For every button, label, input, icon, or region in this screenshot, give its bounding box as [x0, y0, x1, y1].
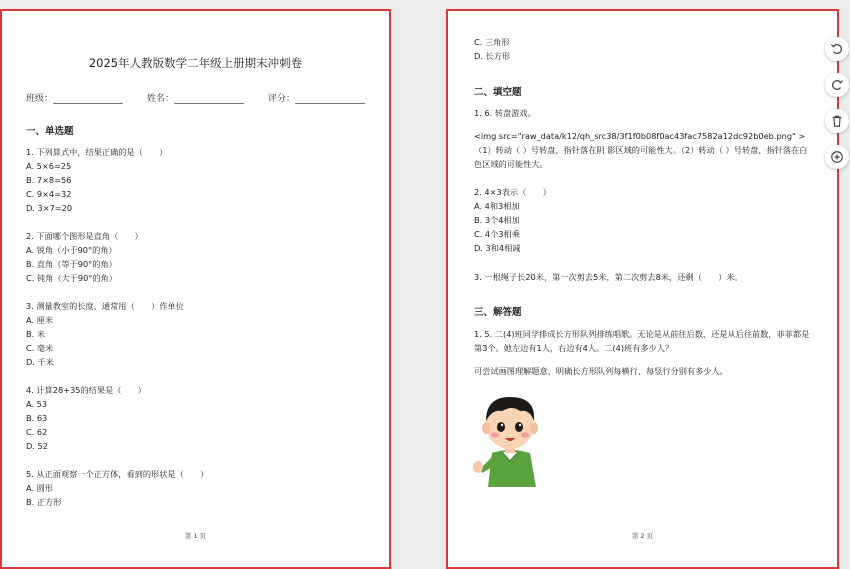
- option: D. 千米: [26, 357, 54, 367]
- question-stem: 3. 测量教室的长度，通常用（ ）作单位: [26, 301, 184, 311]
- option: D. 长方形: [474, 51, 511, 61]
- option: B. 3个4相加: [474, 215, 520, 225]
- name-blank: [174, 94, 244, 104]
- section-heading-fill-blank: 二、填空题: [474, 87, 522, 98]
- page-toolbar: [825, 37, 849, 181]
- option: B. 直角（等于90°的角）: [26, 259, 117, 269]
- fill-question-3: 3. 一根绳子长20米，第一次剪去5米，第二次剪去8米，还剩（ ）米。: [474, 272, 743, 282]
- option: B. 7×8=56: [26, 175, 72, 185]
- question-5: [26, 467, 369, 509]
- option: C. 毫米: [26, 343, 54, 353]
- option: B. 米: [26, 329, 46, 339]
- rotate-right-button[interactable]: [825, 73, 849, 97]
- option: B. 正方形: [26, 497, 62, 507]
- question-stem: 5. 从正面观察一个正方体，看到的形状是（ ）: [26, 469, 209, 479]
- question-stem: 4. 计算28+35的结果是（ ）: [26, 385, 146, 395]
- option: A. 53: [26, 399, 48, 409]
- question-1: [26, 145, 369, 215]
- option: C. 62: [26, 427, 48, 437]
- option: B. 63: [26, 413, 48, 423]
- page-2: [446, 9, 839, 569]
- add-button[interactable]: [825, 145, 849, 169]
- add-icon: [830, 150, 844, 164]
- score-blank: [295, 94, 365, 104]
- option: D. 52: [26, 441, 48, 451]
- fill-question-1: [474, 106, 811, 120]
- boy-eye: [515, 422, 523, 432]
- rotate-left-icon: [830, 42, 844, 56]
- question-2: [26, 229, 369, 285]
- answer-question-1: 1. 5. 二(4)班同学排成长方形队列排练唱歌。无论是从前往后数，还是从后往前数，菲菲都是第3个。她左边有1人，右边有4人。二(4)班有多少人？: [474, 329, 810, 353]
- answer-hint: 可尝试画图理解题意，明确长方形队列每横行、每竖行分别有多少人。: [474, 366, 728, 376]
- page-1: [0, 9, 391, 569]
- class-blank: [53, 94, 123, 104]
- section-heading-answer: 三、解答题: [474, 307, 522, 318]
- question-stem: 2. 下面哪个图形是直角（ ）: [26, 231, 143, 241]
- question-stem: 1. 6. 转盘游戏。: [474, 108, 536, 118]
- cartoon-boy-image: [472, 391, 548, 491]
- section-heading-single-choice: 一、单选题: [26, 126, 74, 137]
- name-label: 姓名：: [146, 94, 174, 104]
- page-number: 第 1 页: [184, 532, 207, 540]
- boy-hand: [473, 461, 483, 473]
- delete-button[interactable]: [825, 109, 849, 133]
- boy-ear: [482, 422, 490, 434]
- option: C. 三角形: [474, 37, 510, 47]
- fill-question-1-body: <img src="raw_data/k12/qh_src38/3f1f0b08f0ac43fac7582a12dc92b0eb.png" > （1）转动（ ）号转盘，指针落在阴 影区域的可能性大。（2）转动（ ）号转盘，指针落在白 色区域的可能性大。: [474, 131, 808, 169]
- option: C. 4个3相乘: [474, 229, 520, 239]
- question-stem: 1. 下列算式中，结果正确的是（ ）: [26, 147, 168, 157]
- option: D. 3和4相减: [474, 243, 521, 253]
- rotate-right-icon: [830, 78, 844, 92]
- question-stem: 2. 4×3表示（ ）: [474, 187, 551, 197]
- option: C. 9×4=32: [26, 189, 72, 199]
- exam-title: 2025年人教版数学二年级上册期末冲刺卷: [88, 56, 303, 70]
- option: A. 厘米: [26, 315, 54, 325]
- class-label: 班级：: [26, 94, 54, 104]
- boy-cheek: [521, 433, 529, 438]
- info-row: [26, 91, 365, 104]
- score-label: 评分：: [267, 94, 295, 104]
- boy-eye: [497, 422, 505, 432]
- option: A. 5×6=25: [26, 161, 72, 171]
- trash-icon: [830, 114, 844, 128]
- boy-ear: [530, 422, 538, 434]
- boy-cheek: [491, 433, 499, 438]
- question-5-continued: [474, 35, 811, 63]
- question-4: [26, 383, 369, 453]
- option: C. 钝角（大于90°的角）: [26, 273, 117, 283]
- option: A. 锐角（小于90°的角）: [26, 245, 117, 255]
- fill-question-2: [474, 185, 811, 255]
- page-number: 第 2 页: [631, 532, 654, 540]
- rotate-left-button[interactable]: [825, 37, 849, 61]
- option: A. 4和3相加: [474, 201, 520, 211]
- option: D. 3×7=20: [26, 203, 73, 213]
- option: A. 圆形: [26, 483, 54, 493]
- question-3: [26, 299, 369, 369]
